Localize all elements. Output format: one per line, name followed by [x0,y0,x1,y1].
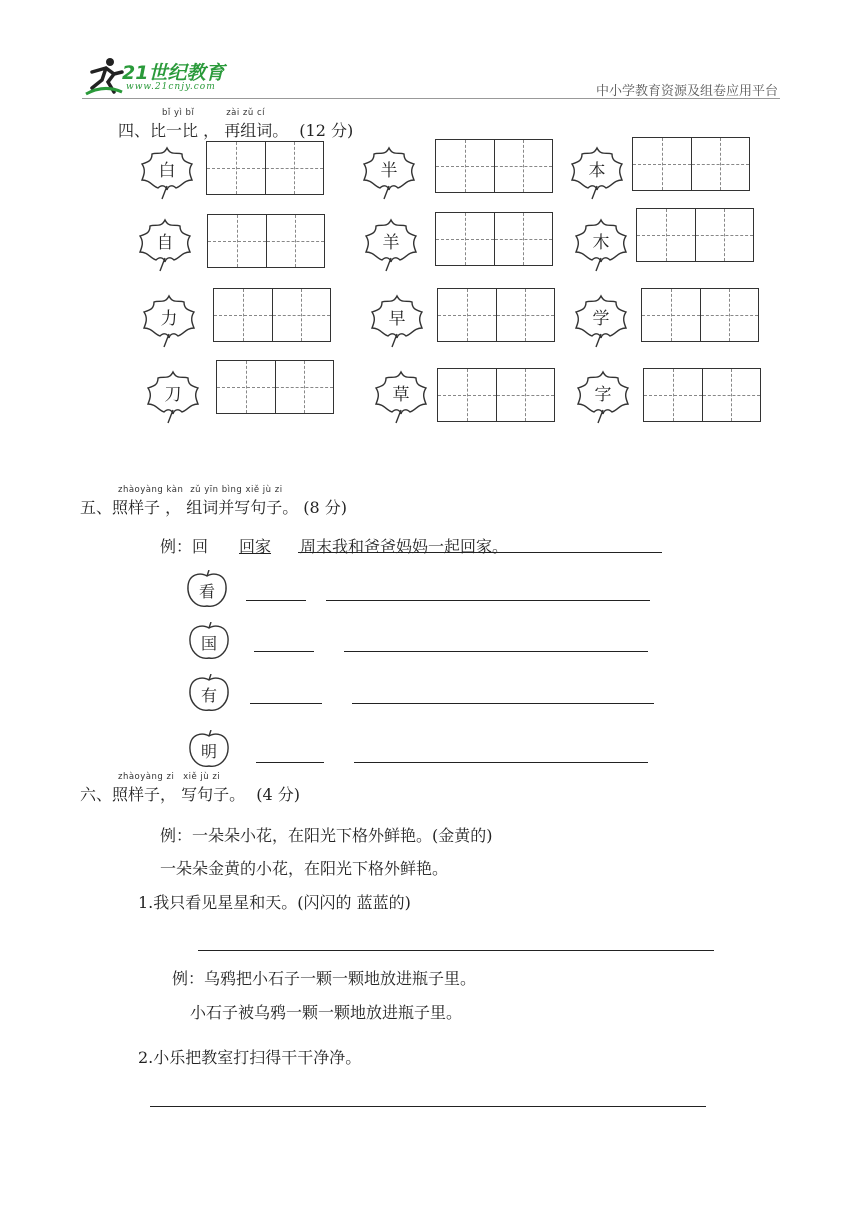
word-answer-line[interactable] [246,600,306,601]
apple-char-text: 看 [198,582,215,601]
grid-cell[interactable] [495,213,553,265]
word-answer-line[interactable] [250,703,322,704]
grid-cell[interactable] [266,142,324,194]
leaf-char-text: 早 [388,309,406,329]
leaf-char-text: 刀 [164,385,182,405]
grid-cell[interactable] [703,369,761,421]
sentence-answer-line[interactable] [326,600,650,601]
section5-title [80,485,348,518]
section5-example-word: 回家 [239,537,272,556]
grid-cell[interactable] [436,213,495,265]
leaf-char-text: 字 [594,385,612,405]
header-divider [82,98,780,99]
grid-cell[interactable] [276,361,334,413]
writing-grid[interactable] [206,141,324,195]
section5-example-sentence: 周末我和爸爸妈妈一起回家。 [300,537,509,556]
leaf-char [372,366,430,424]
apple-char-text: 有 [200,686,217,705]
section4-points: (12 分) [299,121,354,140]
section4-label-b: 再组词。 [224,121,289,140]
pinyin-biyibi: bǐ yì bǐ [162,108,195,118]
leaf-char-text: 学 [592,309,610,329]
grid-cell[interactable] [438,289,497,341]
grid-cell[interactable] [692,138,750,190]
leaf-char-text: 木 [592,233,610,253]
example-sentence-line [298,552,662,553]
writing-grid[interactable] [207,214,325,268]
leaf-char-text: 自 [156,233,174,253]
leaf-char-text: 羊 [382,233,400,253]
section5-points: (8 分) [303,498,348,517]
section5-example-prefix: 例：回 [160,537,209,556]
section6-label: 六、照样子， [80,785,177,804]
leaf-char-text: 力 [160,309,178,329]
leaf-char-text: 本 [588,161,606,181]
section6-example2-line1: 例：乌鸦把小石子一颗一颗地放进瓶子里。 [172,969,477,988]
writing-grid[interactable] [636,208,754,262]
writing-grid[interactable] [643,368,761,422]
leaf-char-text: 草 [392,385,410,405]
leaf-char [136,214,194,272]
grid-cell[interactable] [637,209,696,261]
grid-cell[interactable] [214,289,273,341]
section4-title [118,108,354,141]
leaf-char [568,142,626,200]
grid-cell[interactable] [438,369,497,421]
leaf-char [368,290,426,348]
grid-cell[interactable] [207,142,266,194]
apple-char-text: 国 [200,634,217,653]
grid-cell[interactable] [208,215,267,267]
writing-grid[interactable] [632,137,750,191]
section4-label: 四、比一比 ， [118,121,220,140]
grid-cell[interactable] [644,369,703,421]
answer-line-q2[interactable] [150,1106,706,1107]
sentence-answer-line[interactable] [344,651,648,652]
section6-title [80,772,300,805]
sentence-answer-line[interactable] [352,703,654,704]
pinyin-xiejuzi: xiě jù zi [183,772,221,782]
apple-char-text: 明 [200,742,217,761]
grid-cell[interactable] [267,215,325,267]
leaf-char [574,366,632,424]
pinyin-zhaoyangzi-6: zhàoyàng zi [118,772,175,782]
grid-cell[interactable] [497,289,555,341]
writing-grid[interactable] [216,360,334,414]
grid-cell[interactable] [642,289,701,341]
grid-cell[interactable] [273,289,331,341]
leaf-char [140,290,198,348]
writing-grid[interactable] [435,139,553,193]
section6-question1: 1.我只看见星星和天。(闪闪的 蓝蓝的) [138,893,411,912]
grid-cell[interactable] [497,369,555,421]
writing-grid[interactable] [435,212,553,266]
grid-cell[interactable] [436,140,495,192]
apple-char [188,674,238,714]
section5-label: 五、照样子 ， [80,498,182,517]
apple-char [188,622,238,662]
leaf-char [572,214,630,272]
section6-example1-line1: 例：一朵朵小花，在阳光下格外鲜艳。(金黄的) [160,826,493,845]
word-answer-line[interactable] [254,651,314,652]
writing-grid[interactable] [213,288,331,342]
logo [84,54,244,98]
section5-label-b: 组词并写句子。 [186,498,299,517]
writing-grid[interactable] [437,288,555,342]
pinyin-zaizuci: zài zǔ cí [226,108,266,118]
grid-cell[interactable] [217,361,276,413]
leaf-char-text: 白 [158,161,176,181]
word-answer-line[interactable] [256,762,324,763]
grid-cell[interactable] [696,209,754,261]
leaf-char [362,214,420,272]
sentence-answer-line[interactable] [354,762,648,763]
leaf-char [572,290,630,348]
leaf-char-text: 半 [380,161,398,181]
apple-char [188,730,238,770]
leaf-char [138,142,196,200]
logo-url: www.21cnjy.com [126,82,216,92]
section6-label-b: 写句子。 [181,785,246,804]
logo-text: 21世纪教育 [122,62,225,84]
section6-example1-line2: 一朵朵金黄的小花，在阳光下格外鲜艳。 [160,859,449,878]
section6-example2-line2: 小石子被乌鸦一颗一颗地放进瓶子里。 [190,1003,463,1022]
section6-question2: 2.小乐把教室打扫得干干净净。 [138,1048,362,1067]
pinyin-zuci: zǔ yīn bìng xiě jù zi [190,485,283,495]
pinyin-zhaoyangzi: zhàoyàng kàn [118,485,184,495]
grid-cell[interactable] [495,140,553,192]
runner-icon [84,54,124,98]
answer-line-q1[interactable] [198,950,714,951]
apple-char [186,570,236,610]
platform-name: 中小学教育资源及组卷应用平台 [595,84,778,99]
grid-cell[interactable] [633,138,692,190]
writing-grid[interactable] [641,288,759,342]
writing-grid[interactable] [437,368,555,422]
grid-cell[interactable] [701,289,759,341]
leaf-char [144,366,202,424]
section6-points: (4 分) [256,785,300,804]
leaf-char [360,142,418,200]
